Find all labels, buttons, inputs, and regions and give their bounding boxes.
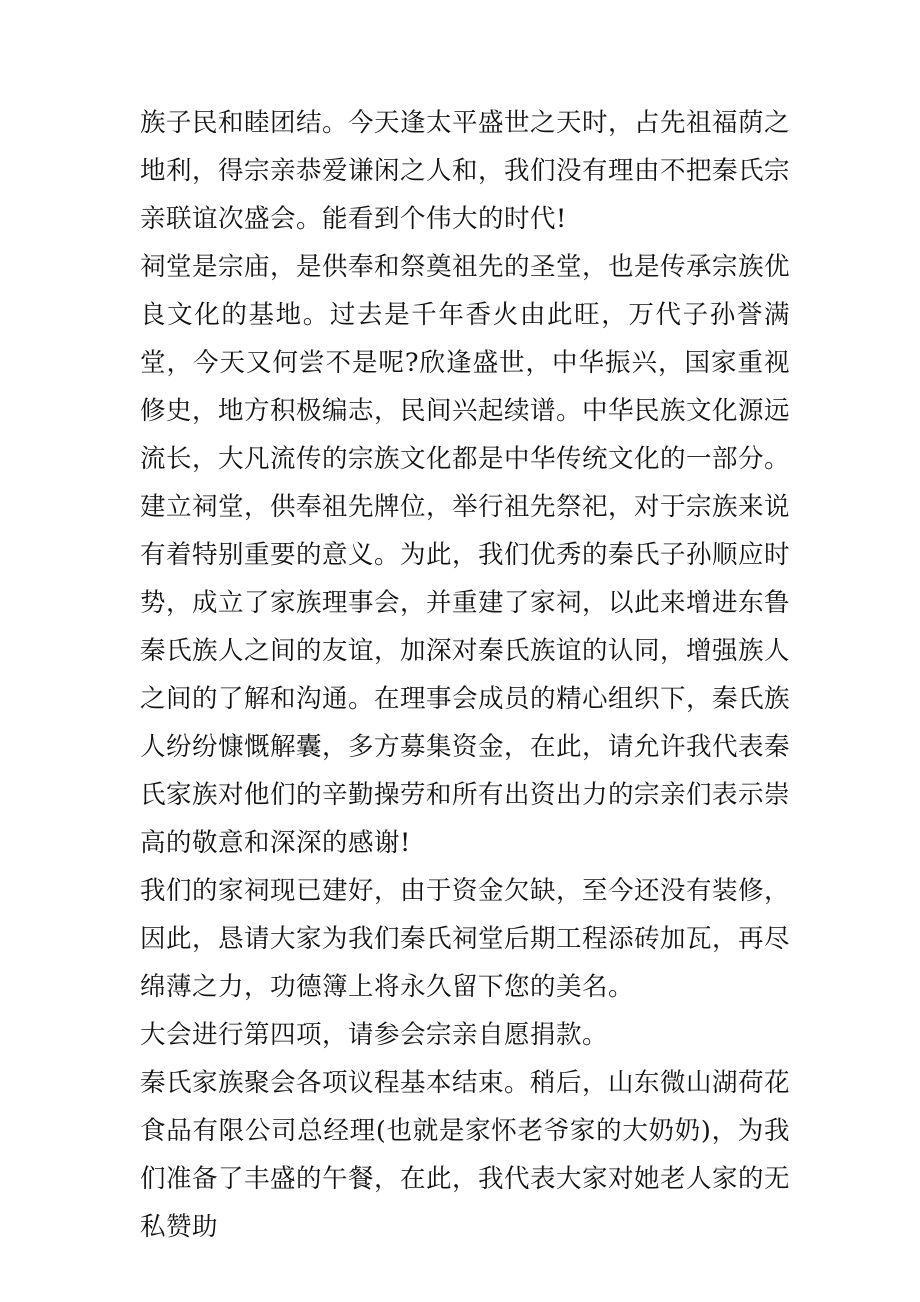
- paragraph: 我们的家祠现已建好，由于资金欠缺，至今还没有装修，因此，恳请大家为我们秦氏祠堂后期工程添砖加瓦，再尽绵薄之力，功德簿上将永久留下您的美名。: [140, 876, 791, 1002]
- paragraph: 族子民和睦团结。今天逢太平盛世之天时，占先祖福荫之地利，得宗亲恭爱谦闲之人和，我们没有理由不把秦氏宗亲联谊次盛会。能看到个伟大的时代!: [140, 108, 791, 234]
- paragraph: 祠堂是宗庙，是供奉和祭奠祖先的圣堂，也是传承宗族优良文化的基地。过去是千年香火由此旺，万代子孙誉满堂，今天又何尝不是呢?欣逢盛世，中华振兴，国家重视修史，地方积极编志，民间兴起续谱。中华民族文化源远流长，大凡流传的宗族文化都是中华传统文化的一部分。建立祠堂，供奉祖先牌位，举行祖先祭祀，对于宗族来说有着特别重要的意义。为此，我们优秀的秦氏子孙顺应时势，成立了家族理事会，并重建了家祠，以此来增进东鲁秦氏族人之间的友谊，加深对秦氏族谊的认同，增强族人之间的了解和沟通。在理事会成员的精心组织下，秦氏族人纷纷慷慨解囊，多方募集资金，在此，请允许我代表秦氏家族对他们的辛勤操劳和所有出资出力的宗亲们表示崇高的敬意和深深的感谢!: [140, 252, 791, 858]
- paragraph: 大会进行第四项，请参会宗亲自愿捐款。: [140, 1020, 609, 1050]
- paragraph: 秦氏家族聚会各项议程基本结束。稍后，山东微山湖荷花食品有限公司总经理(也就是家怀老爷家的大奶奶)，为我们准备了丰盛的午餐，在此，我代表大家对她老人家的无私赞助: [140, 1068, 791, 1242]
- document-body: [140, 99, 790, 1251]
